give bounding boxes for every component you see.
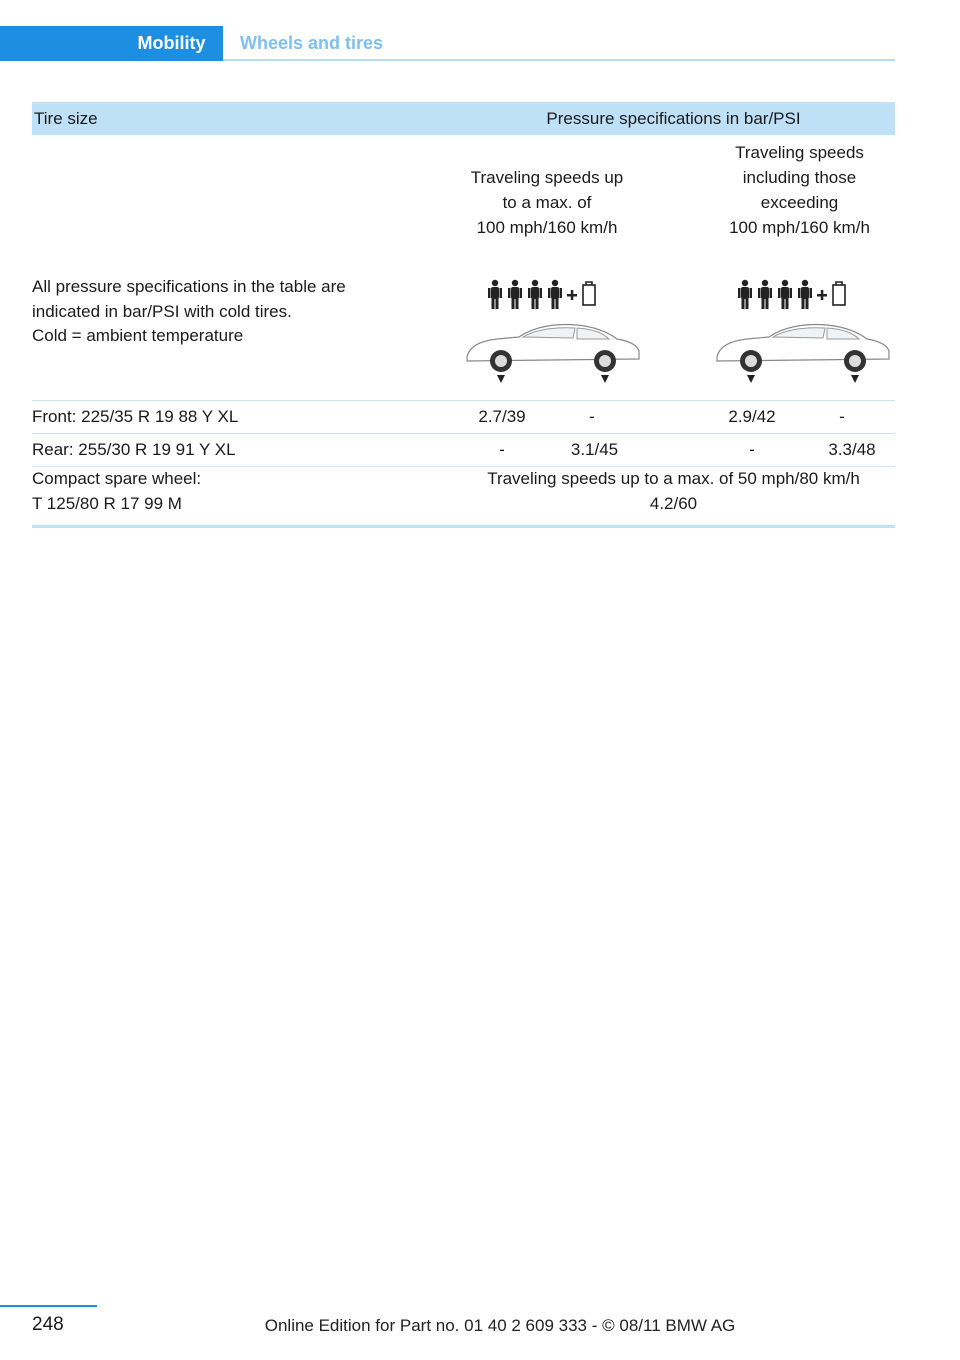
car-icon [467,325,639,384]
car-load-illustration [707,275,897,385]
pressure-value: - [749,440,755,459]
person-icon [508,280,522,309]
luggage-icon [833,282,845,305]
speed-exceeding-subheader: Traveling speeds including those exceeding 100 mph/160 km/h [729,143,870,237]
luggage-icon [583,282,595,305]
table-bottom-rule [32,525,895,528]
person-icon [548,280,562,309]
person-icon [778,280,792,309]
section-tab[interactable]: Wheels and tires [240,33,384,53]
load-illustration-row [32,240,895,400]
pressure-value: 2.7/39 [478,407,526,426]
pressure-value: - [499,440,505,459]
spare-wheel-pressure: Traveling speeds up to a max. of 50 mph/80 km/h 4.2/60 [487,469,860,513]
speed-subheader-row [32,135,895,240]
chapter-tab[interactable]: Mobility [120,26,223,61]
page-number: 248 [32,1314,64,1335]
person-icon [488,280,502,309]
car-load-illustration [457,275,647,385]
pressure-value: 3.1/45 [570,440,619,459]
person-icon [798,280,812,309]
tire-size-front: Front: 225/35 R 19 88 Y XL [32,407,239,426]
car-icon [717,325,889,384]
spare-wheel-row [32,466,895,525]
pressure-value: - [589,407,595,426]
table-row [32,400,895,433]
person-icon [758,280,772,309]
footer-accent-rule [0,1305,97,1307]
pressure-value: - [839,407,845,426]
pressure-value: 2.9/42 [728,407,776,426]
table-row [32,433,895,466]
cold-tire-note: All pressure specifications in the table are indicated in bar/PSI with cold tires. Cold = ambient temperature [32,277,346,345]
pressure-header: Pressure specifications in bar/PSI [546,109,801,128]
speed-limit-subheader: Traveling speeds up to a max. of 100 mph/160 km/h [470,168,624,237]
edition-notice: Online Edition for Part no. 01 40 2 609 333 - © 08/11 BMW AG [264,1316,736,1335]
pressure-value: 3.3/48 [828,440,876,459]
tire-pressure-table [32,102,895,528]
person-icon [528,280,542,309]
table-header-row [32,102,895,135]
tire-size-header: Tire size [34,109,98,128]
person-icon [738,280,752,309]
spare-wheel-label: Compact spare wheel: T 125/80 R 17 99 M [32,469,202,513]
header-divider [223,59,895,61]
tire-size-rear: Rear: 255/30 R 19 91 Y XL [32,440,236,459]
